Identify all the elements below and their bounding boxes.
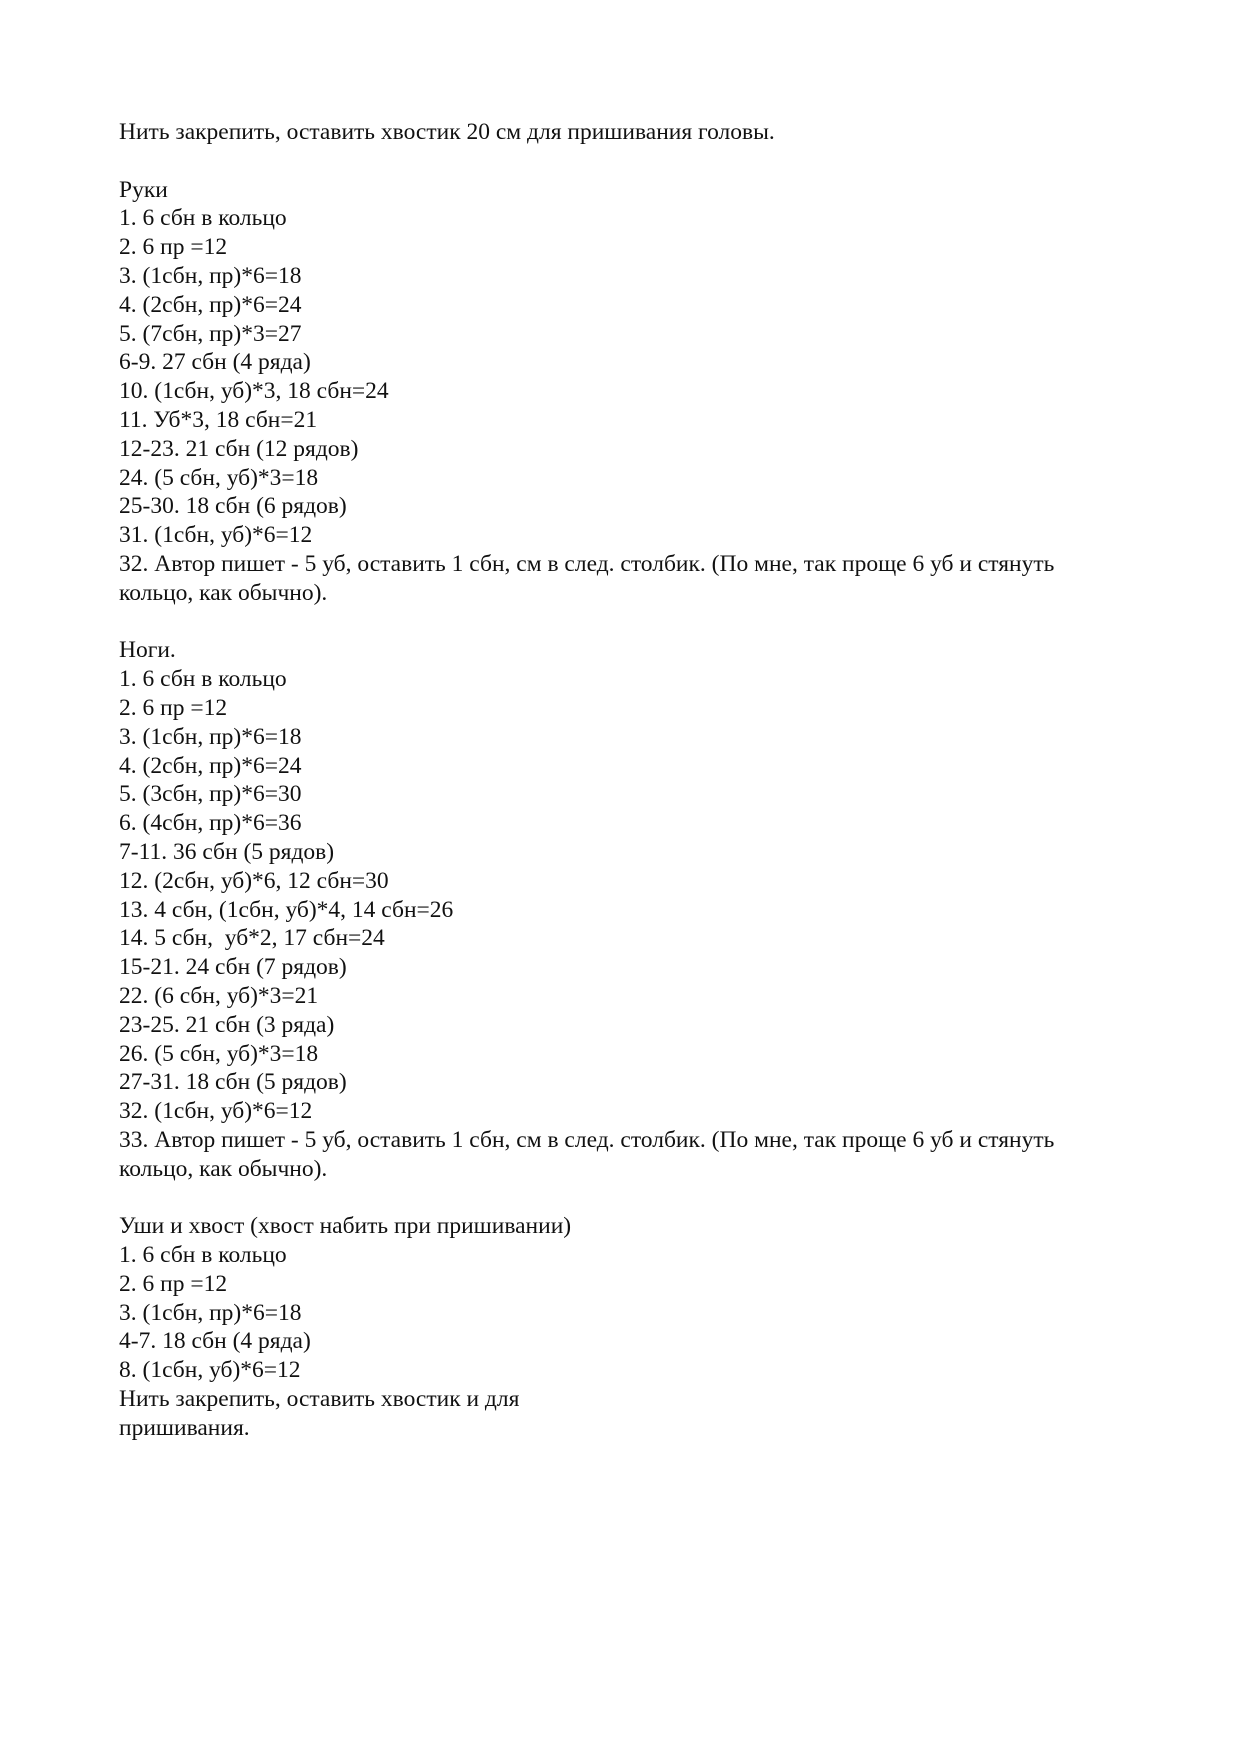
pattern-section	[119, 636, 1129, 1212]
pattern-row: 22. (6 сбн, уб)*3=21	[119, 982, 319, 1009]
pattern-row: кольцо, как обычно).	[119, 579, 328, 606]
intro-text: Нить закрепить, оставить хвостик 20 см для пришивания головы.	[119, 119, 775, 145]
pattern-row: 7-11. 36 сбн (5 рядов)	[119, 838, 335, 865]
pattern-row: 33. Автор пишет - 5 уб, оставить 1 сбн, см в след. столбик. (По мне, так проще 6 уб и стянуть	[119, 1126, 1055, 1153]
pattern-row: 2. 6 пр =12	[119, 234, 228, 261]
section-heading: Уши и хвост (хвост набить при пришивании)	[119, 1213, 572, 1240]
pattern-row: 10. (1сбн, уб)*3, 18 сбн=24	[119, 378, 389, 405]
pattern-row: 12-23. 21 сбн (12 рядов)	[119, 435, 359, 462]
section-heading: Ноги.	[119, 637, 176, 664]
pattern-row: пришивания.	[119, 1414, 250, 1441]
section-heading: Руки	[119, 176, 168, 203]
pattern-row: 1. 6 сбн в кольцо	[119, 666, 287, 693]
paragraph-spacer	[119, 1183, 1129, 1212]
pattern-row: 3. (1сбн, пр)*6=18	[119, 723, 302, 750]
pattern-section	[119, 176, 1129, 637]
pattern-row: 6. (4сбн, пр)*6=36	[119, 810, 302, 837]
pattern-row: 14. 5 сбн, уб*2, 17 сбн=24	[119, 925, 385, 952]
pattern-row: кольцо, как обычно).	[119, 1155, 328, 1182]
pattern-row: 32. Автор пишет - 5 уб, оставить 1 сбн, см в след. столбик. (По мне, так проще 6 уб и стянуть	[119, 550, 1055, 577]
pattern-row: 12. (2сбн, уб)*6, 12 сбн=30	[119, 867, 389, 894]
pattern-row: 4. (2сбн, пр)*6=24	[119, 752, 302, 779]
pattern-row: 31. (1сбн, уб)*6=12	[119, 522, 313, 549]
pattern-row: 11. Уб*3, 18 сбн=21	[119, 406, 318, 433]
pattern-section	[119, 1212, 1129, 1442]
pattern-row: Нить закрепить, оставить хвостик и для	[119, 1386, 520, 1413]
pattern-row: 5. (7сбн, пр)*3=27	[119, 320, 302, 347]
pattern-row: 8. (1сбн, уб)*6=12	[119, 1357, 301, 1384]
pattern-row: 5. (3сбн, пр)*6=30	[119, 781, 302, 808]
pattern-row: 2. 6 пр =12	[119, 694, 228, 721]
pattern-row: 3. (1сбн, пр)*6=18	[119, 1299, 302, 1326]
pattern-row: 3. (1сбн, пр)*6=18	[119, 262, 302, 289]
pattern-row: 24. (5 сбн, уб)*3=18	[119, 464, 319, 491]
pattern-row: 1. 6 сбн в кольцо	[119, 205, 287, 232]
pattern-row: 27-31. 18 сбн (5 рядов)	[119, 1069, 347, 1096]
pattern-row: 13. 4 сбн, (1сбн, уб)*4, 14 сбн=26	[119, 896, 454, 923]
pattern-row: 2. 6 пр =12	[119, 1270, 228, 1297]
pattern-row: 6-9. 27 сбн (4 ряда)	[119, 349, 311, 376]
pattern-row: 4-7. 18 сбн (4 ряда)	[119, 1328, 311, 1355]
paragraph-spacer	[119, 608, 1129, 637]
pattern-sections	[119, 176, 1129, 1443]
paragraph-spacer	[119, 147, 1129, 176]
pattern-row: 25-30. 18 сбн (6 рядов)	[119, 493, 347, 520]
pattern-row: 23-25. 21 сбн (3 ряда)	[119, 1011, 335, 1038]
pattern-row: 15-21. 24 сбн (7 рядов)	[119, 954, 347, 981]
pattern-row: 32. (1сбн, уб)*6=12	[119, 1098, 313, 1125]
pattern-row: 1. 6 сбн в кольцо	[119, 1242, 287, 1269]
pattern-row: 4. (2сбн, пр)*6=24	[119, 291, 302, 318]
document-body	[119, 118, 1129, 1443]
pattern-row: 26. (5 сбн, уб)*3=18	[119, 1040, 319, 1067]
